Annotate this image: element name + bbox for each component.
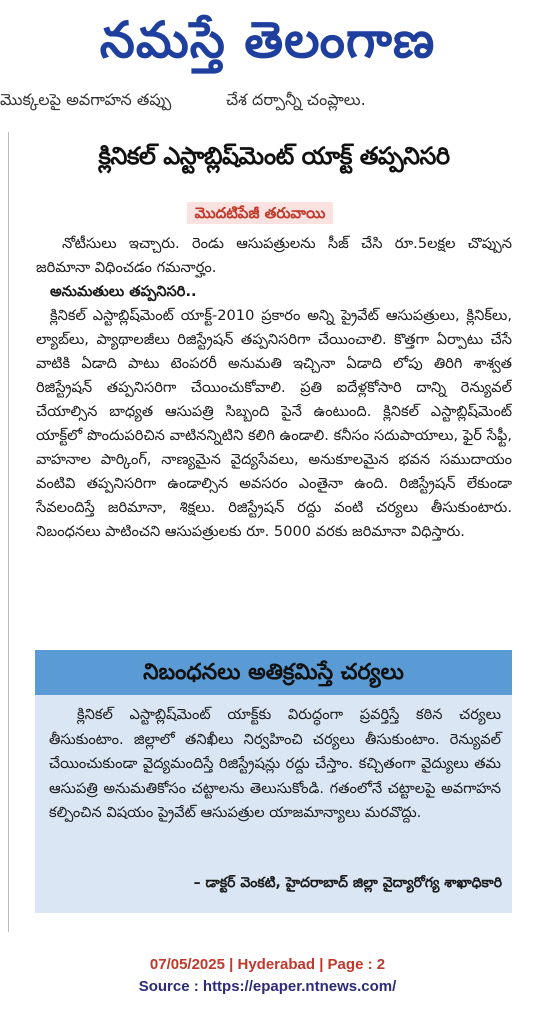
cutoff-text-left: మొక్కలపై అవగాహన తప్పు	[0, 90, 172, 109]
article-paragraph: క్లినికల్ ఎస్టాబ్లిష్‌మెంట్ యాక్ట్-2010 ప్రకారం అన్ని ప్రైవేట్ ఆసుపత్రులు, క్లినిక్‌లు, ల్యాబ్‌లు, ప్యాథాలజీలు రిజిస్ట్రేషన్ తప్పనిసరిగా చేయించాలి. కొత్తగా ఏర్పాటు చేసే వాటికి ఏడాది పాటు టెంపరరీ అనుమతి ఇచ్చినా ఏడాది లోపు తిరిగి శాశ్వత రిజిస్ట్రేషన్ తప్పనిసరిగా చేయించుకోవాలి. ప్రతి ఐదేళ్లకోసారి దాన్ని రెన్యువల్ చేయాల్సిన బాధ్యత ఆసుపత్రి సిబ్బంది పైనే ఉంటుంది. క్లినికల్ ఎస్టాబ్లిష్‌మెంట్ యాక్ట్‌లో పొందుపరిచిన వాటినన్నిటిని కలిగి ఉండాలి. కనీసం సదుపాయాలు, ఫైర్ సేఫ్టీ, వాహనాల పార్కింగ్, నాణ్యమైన వైద్యసేవలు, అనుకూలమైన భవన సముదాయం వంటివి తప్పనిసరిగా ఉండాల్సిన అవసరం ఎంతైనా ఉంది. రిజిస్ట్రేషన్ లేకుండా సేవలందిస్తే జరిమానా, శిక్షలు. రిజిస్ట్రేషన్ రద్దు వంటి చర్యలు తీసుకుంటారు. నిబంధనలు పాటించని ఆసుపత్రులకు రూ. 5000 వరకు జరిమానా విధిస్తారు.	[36, 307, 512, 540]
previous-article-cutoff	[0, 86, 535, 122]
sidebar-box	[35, 695, 512, 913]
footer-date-edition: 07/05/2025 | Hyderabad | Page : 2	[149, 956, 386, 973]
continued-label	[8, 204, 512, 226]
quote-attribution: – డాక్టర్ వెంకటి, హైదరాబాద్ జిల్లా వైద్యారోగ్య శాఖాధికారి	[193, 875, 502, 891]
article-subhead: అనుమతులు తప్పనిసరి..	[50, 283, 197, 300]
masthead-title: నమస్తే తెలంగాణ	[99, 11, 436, 69]
article-body	[36, 232, 512, 544]
footer-source: Source : https://epaper.ntnews.com/	[138, 978, 397, 995]
cutoff-text-right: చేశ దర్పాన్నీ చంప్లాలు.	[226, 90, 366, 109]
article-clipping	[8, 132, 512, 932]
continued-label-text: మొదటిపేజీ తరువాయి	[187, 202, 334, 224]
clipping-border	[8, 132, 33, 932]
official-quote: క్లినికల్ ఎస్టాబ్లిష్‌మెంట్ యాక్ట్‌కు విరుద్ధంగా ప్రవర్తిస్తే కఠిన చర్యలు తీసుకుంటాం. జిల్లాలో తనిఖీలు నిర్వహించి చర్యలు తీసుకుంటాం. రెన్యువల్ చేయించుకుండా వైద్యమందిస్తే రిజిస్ట్రేషన్లు రద్దు చేస్తాం. కచ్చితంగా వైద్యులు తమ ఆసుపత్రి అనుమతికోసం చట్టాలను తెలుసుకోండి. గతంలోనే చట్టాలపై అవగాహన కల్పించిన విషయం ప్రైవేట్ ఆసుపత్రుల యాజమాన్యాలు మరవొద్దు.	[49, 706, 501, 821]
sidebar-box-title: నిబంధనలు అతిక్రమిస్తే చర్యలు	[143, 660, 404, 685]
article-headline: క్లినికల్ ఎస్టాబ్లిష్‌మెంట్ యాక్ట్ తప్పనిసరి	[98, 142, 450, 170]
article-paragraph: నోటీసులు ఇచ్చారు. రెండు ఆసుపత్రులను సీజ్ చేసి రూ.5లక్షల చొప్పున జరిమానా విధించడం గమనార్హం.	[36, 235, 512, 276]
masthead	[0, 0, 535, 82]
sidebar-box-header	[35, 650, 512, 695]
